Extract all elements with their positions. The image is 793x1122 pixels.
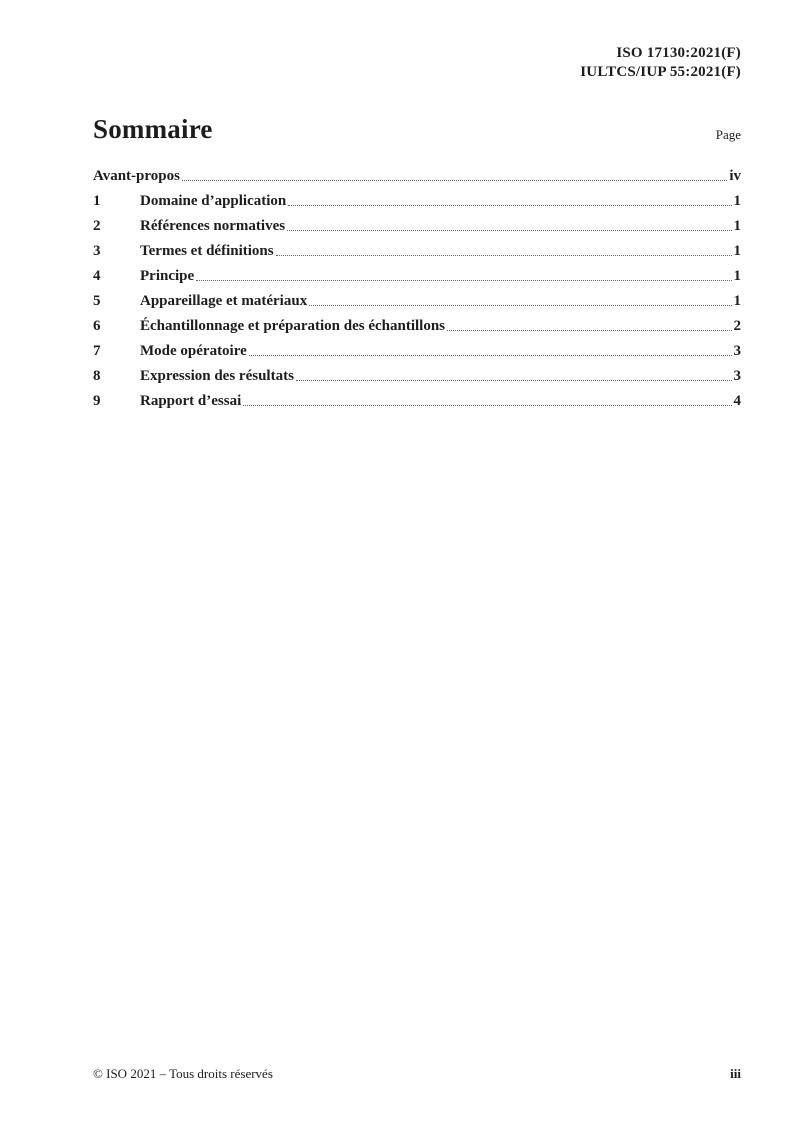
dot-leader	[196, 280, 731, 281]
toc-entry-6	[93, 310, 741, 335]
dot-leader	[182, 180, 727, 181]
toc-entry-page: 1	[733, 243, 741, 259]
toc-entry-label: Termes et définitions	[140, 243, 274, 259]
toc-entry-number: 6	[93, 318, 101, 334]
toc-entry-number: 4	[93, 268, 101, 284]
toc-entry-label: Domaine d’application	[140, 193, 287, 209]
table-of-contents	[93, 160, 741, 410]
toc-entry-number: 8	[93, 368, 101, 384]
toc-entry-1	[93, 185, 741, 210]
toc-entry-label: Principe	[140, 268, 195, 284]
copyright-notice: © ISO 2021 – Tous droits réservés	[93, 1066, 273, 1081]
toc-entry-label: Expression des résultats	[140, 368, 294, 384]
toc-entry-label: Avant-propos	[93, 168, 180, 184]
toc-entry-page: iv	[729, 168, 741, 184]
toc-entry-number: 9	[93, 393, 101, 409]
toc-entry-label: Appareillage et matériaux	[140, 293, 308, 309]
toc-entry-8	[93, 360, 741, 385]
page-title: Sommaire	[93, 114, 213, 144]
page-column-label: Page	[715, 127, 741, 142]
dot-leader	[249, 355, 732, 356]
toc-entry-9	[93, 385, 741, 410]
toc-entry-page: 4	[733, 393, 741, 409]
toc-entry-label: Échantillonnage et préparation des échantillons	[140, 318, 446, 334]
dot-leader	[276, 255, 732, 256]
toc-entry-avant-propos	[93, 160, 741, 185]
toc-entry-label: Mode opératoire	[140, 343, 247, 359]
toc-entry-page: 1	[733, 193, 741, 209]
page-number: iii	[730, 1066, 741, 1081]
toc-entry-page: 1	[733, 293, 741, 309]
document-header	[93, 44, 741, 82]
toc-entry-3	[93, 235, 741, 260]
toc-entry-number: 3	[93, 243, 101, 259]
toc-entry-page: 2	[733, 318, 741, 334]
dot-leader	[309, 305, 731, 306]
header-standard-ref-2: IULTCS/IUP 55:2021(F)	[580, 64, 741, 80]
toc-entry-number: 5	[93, 293, 101, 309]
dot-leader	[287, 230, 731, 231]
toc-entry-4	[93, 260, 741, 285]
toc-entry-label: Références normatives	[140, 218, 286, 234]
toc-entry-number: 1	[93, 193, 101, 209]
toc-entry-page: 3	[733, 343, 741, 359]
toc-title-row	[93, 116, 741, 143]
toc-entry-page: 3	[733, 368, 741, 384]
dot-leader	[243, 405, 731, 406]
document-footer	[93, 1066, 741, 1082]
header-standard-ref-1: ISO 17130:2021(F)	[616, 45, 741, 61]
toc-entry-page: 1	[733, 218, 741, 234]
toc-entry-number: 2	[93, 218, 101, 234]
toc-entry-7	[93, 335, 741, 360]
dot-leader	[296, 380, 732, 381]
toc-entry-number: 7	[93, 343, 101, 359]
dot-leader	[288, 205, 731, 206]
toc-entry-5	[93, 285, 741, 310]
toc-entry-label: Rapport d’essai	[140, 393, 242, 409]
dot-leader	[447, 330, 731, 331]
toc-entry-2	[93, 210, 741, 235]
toc-entry-page: 1	[733, 268, 741, 284]
